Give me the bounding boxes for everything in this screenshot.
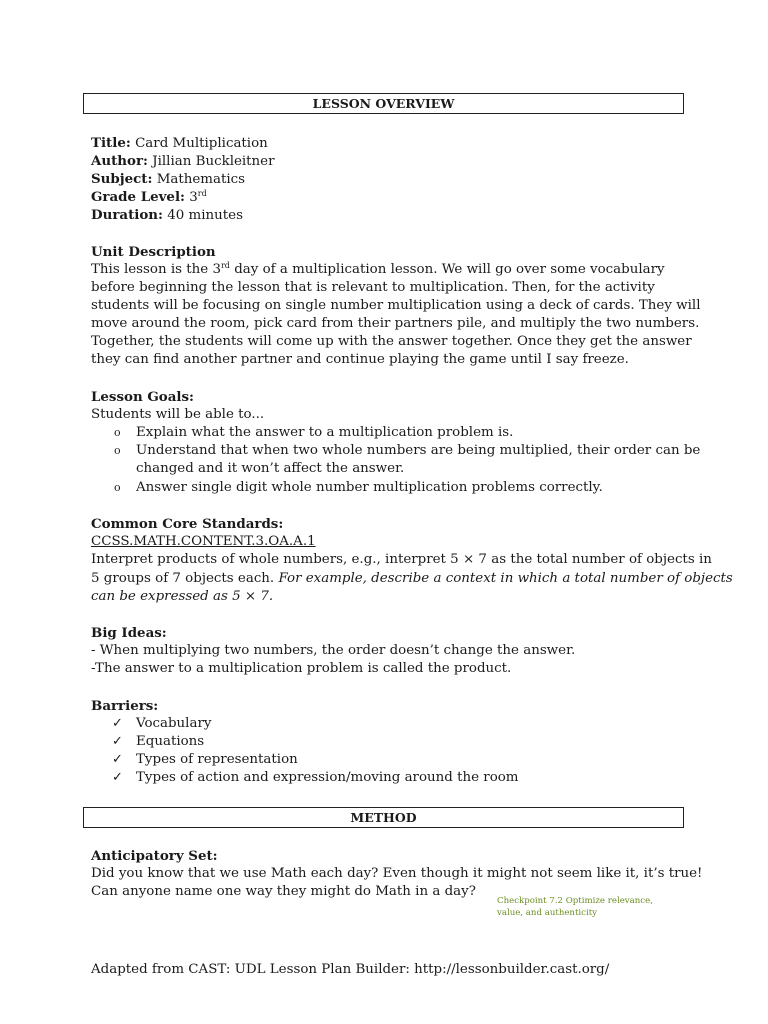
- unit-description-line: before beginning the lesson that is relevant to multiplication. Then, for the activity: [91, 280, 655, 295]
- lesson-overview-header: LESSON OVERVIEW: [83, 93, 684, 114]
- anticipatory-line: Did you know that we use Math each day? Even though it might not seem like it, it’s true!: [91, 866, 703, 881]
- barrier-item: Types of action and expression/moving around the room: [136, 770, 519, 785]
- standards-heading: Common Core Standards:: [91, 516, 284, 532]
- footer-attribution: Adapted from CAST: UDL Lesson Plan Builder: http://lessonbuilder.cast.org/: [91, 962, 610, 977]
- grade-suffix: rd: [197, 189, 207, 198]
- duration-row: [91, 206, 243, 225]
- checkpoint-comment: Checkpoint 7.2 Optimize relevance,: [497, 896, 653, 906]
- barriers-heading: Barriers:: [91, 698, 159, 714]
- checkmark-icon: ✓: [112, 734, 123, 749]
- title-label: Title:: [91, 135, 131, 151]
- subject-value: Mathematics: [156, 172, 246, 187]
- lesson-goals-intro: Students will be able to...: [91, 407, 265, 422]
- unit-description-heading: Unit Description: [91, 244, 216, 260]
- anticipatory-set-heading: Anticipatory Set:: [91, 848, 218, 864]
- author-label: Author:: [91, 153, 148, 169]
- unit-description-line: students will be focusing on single number multiplication using a deck of cards. They will: [91, 298, 701, 313]
- standard-text-line: can be expressed as 5 × 7.: [91, 589, 274, 604]
- method-header: METHOD: [83, 807, 684, 828]
- checkmark-icon: ✓: [112, 752, 123, 767]
- unit-description-line: This lesson is the 3rd day of a multiplication lesson. We will go over some vocabulary: [91, 261, 665, 277]
- anticipatory-line: Can anyone name one way they might do Math in a day?: [91, 884, 476, 899]
- duration-value: 40 minutes: [167, 208, 243, 223]
- big-idea-line: -The answer to a multiplication problem is called the product.: [91, 661, 512, 676]
- unit-description-line: they can find another partner and continue playing the game until I say freeze.: [91, 352, 629, 367]
- bullet-circle-icon: o: [114, 426, 121, 439]
- duration-label: Duration:: [91, 207, 163, 223]
- checkmark-icon: ✓: [112, 716, 123, 731]
- big-ideas-heading: Big Ideas:: [91, 625, 167, 641]
- author-value: Jillian Buckleitner: [152, 154, 275, 169]
- checkpoint-comment: value, and authenticity: [497, 908, 598, 918]
- big-idea-line: - When multiplying two numbers, the order doesn’t change the answer.: [91, 643, 576, 658]
- subject-row: [91, 170, 245, 189]
- checkmark-icon: ✓: [112, 770, 123, 785]
- barrier-item: Types of representation: [136, 752, 298, 767]
- bullet-circle-icon: o: [114, 481, 121, 494]
- unit-description-line: Together, the students will come up with the answer together. Once they get the answer: [91, 334, 692, 349]
- title-value: Card Multiplication: [135, 136, 268, 151]
- standard-text-line: Interpret products of whole numbers, e.g., interpret 5 × 7 as the total number of objects in: [91, 552, 712, 567]
- standard-code-link[interactable]: CCSS.MATH.CONTENT.3.OA.A.1: [91, 534, 316, 549]
- lesson-goals-heading: Lesson Goals:: [91, 389, 194, 405]
- unit-description-line: move around the room, pick card from their partners pile, and multiply the two numbers.: [91, 316, 700, 331]
- goal-item: Understand that when two whole numbers are being multiplied, their order can be: [136, 443, 701, 458]
- subject-label: Subject:: [91, 171, 153, 187]
- grade-row: [91, 188, 207, 207]
- standard-text-line: 5 groups of 7 objects each. For example, describe a context in which a total number of objects: [91, 571, 733, 586]
- title-row: [91, 134, 268, 153]
- barrier-item: Vocabulary: [136, 716, 212, 731]
- author-row: [91, 152, 275, 171]
- barrier-item: Equations: [136, 734, 205, 749]
- goal-item-continued: changed and it won’t affect the answer.: [136, 461, 405, 476]
- grade-value: 3: [189, 190, 198, 205]
- grade-label: Grade Level:: [91, 189, 185, 205]
- goal-item: Explain what the answer to a multiplication problem is.: [136, 425, 514, 440]
- goal-item: Answer single digit whole number multiplication problems correctly.: [136, 480, 603, 495]
- bullet-circle-icon: o: [114, 444, 121, 457]
